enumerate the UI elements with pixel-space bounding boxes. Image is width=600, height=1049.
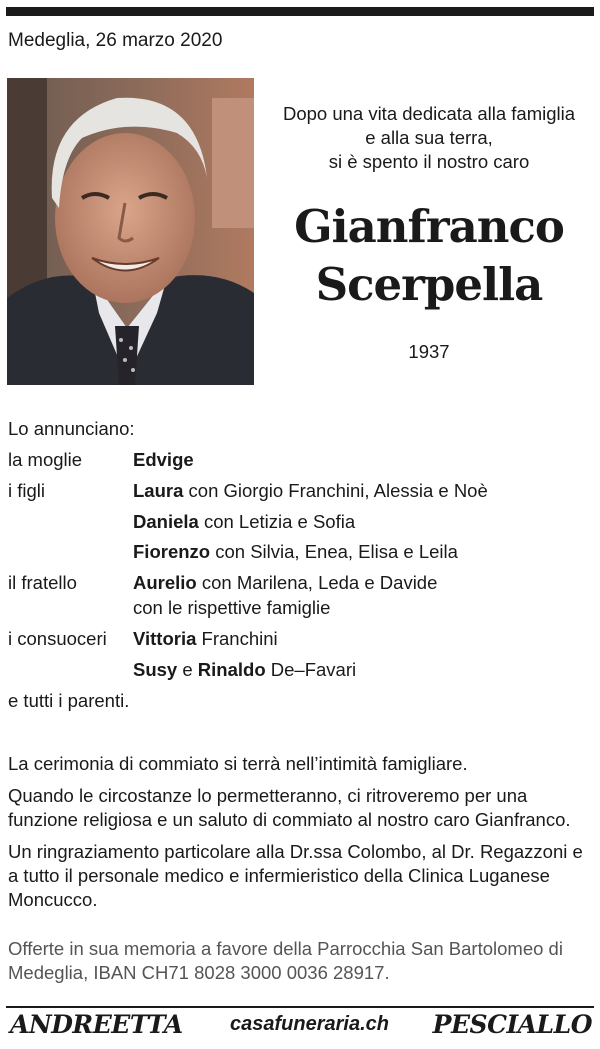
- family-names: Laura con Giorgio Franchini, Alessia e Noè: [133, 480, 488, 501]
- footer-right-name: PESCIALLO: [432, 1010, 592, 1039]
- family-names: Aurelio con Marilena, Leda e Davide: [133, 572, 438, 593]
- other-relatives: e tutti i parenti.: [8, 690, 130, 711]
- footer-left-name: ANDREETTA: [10, 1010, 183, 1039]
- first-name: Gianfranco: [294, 200, 564, 253]
- deceased-name: [265, 198, 593, 314]
- relation-label: i consuoceri: [8, 628, 107, 649]
- announce-heading: Lo annunciano:: [8, 418, 135, 439]
- relation-label: il fratello: [8, 572, 77, 593]
- top-rule: [6, 7, 594, 16]
- birth-year: 1937: [408, 341, 450, 362]
- family-names: Susy e Rinaldo De–Favari: [133, 659, 357, 680]
- family-names: Edvige: [133, 449, 194, 470]
- family-names: Fiorenzo con Silvia, Enea, Elisa e Leila: [133, 541, 458, 562]
- intro-text: [265, 102, 593, 174]
- portrait-photo: [7, 78, 254, 385]
- family-names: Vittoria Franchini: [133, 628, 278, 649]
- footer-rule: [6, 1006, 594, 1008]
- relation-label: la moglie: [8, 449, 83, 470]
- footer-website: casafuneraria.ch: [230, 1013, 389, 1035]
- last-name: Scerpella: [315, 258, 543, 311]
- donation-text: Offerte in sua memoria a favore della Parrocchia San Bartolomeo di Medeglia, IBAN CH71 8028 3000 0036 28917.: [8, 938, 563, 983]
- intro-line: Dopo una vita dedicata alla famiglia: [282, 103, 576, 124]
- intro-line: si è spento il nostro caro: [328, 151, 530, 172]
- reunion-text: Quando le circostanze lo permetteranno, ci ritroveremo per una funzione religiosa e un saluto di commiato al nostro caro Gianfranco.: [8, 785, 571, 830]
- intro-line: e alla sua terra,: [365, 127, 493, 148]
- ceremony-text: La cerimonia di commiato si terrà nell’intimità famigliare.: [8, 753, 468, 774]
- thanks-text: Un ringraziamento particolare alla Dr.ssa Colombo, al Dr. Regazzoni e a tutto il personale medico e infermieristico della Clinica Luganese Moncucco.: [8, 841, 583, 910]
- relation-label: i figli: [8, 480, 46, 501]
- family-names: Daniela con Letizia e Sofia: [133, 511, 356, 532]
- place-date: Medeglia, 26 marzo 2020: [8, 30, 223, 51]
- family-continuation: con le rispettive famiglie: [133, 597, 331, 618]
